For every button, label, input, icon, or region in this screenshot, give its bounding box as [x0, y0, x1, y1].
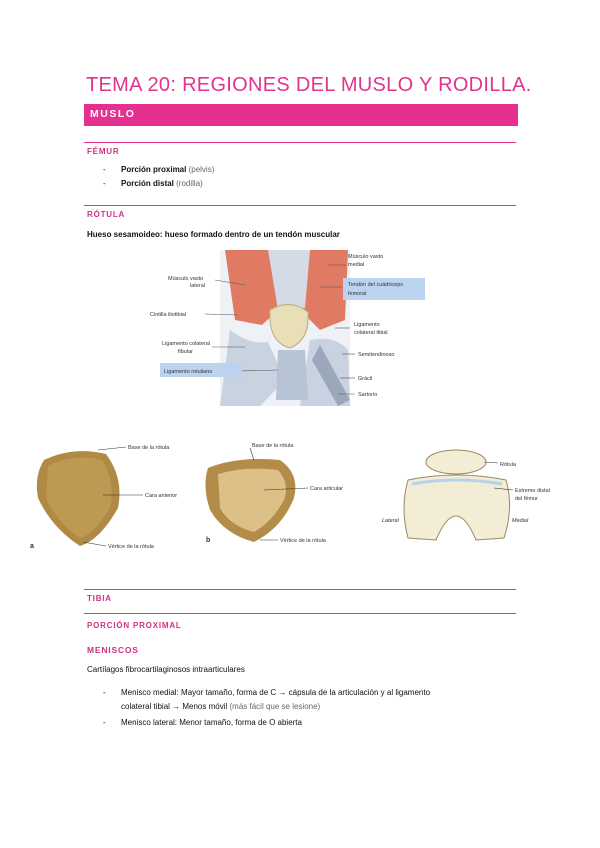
label-lig-col-fib-2: fibular	[178, 349, 193, 355]
item-note: (pelvis)	[188, 165, 215, 174]
label-tendon-1: Tendón del cuádriceps	[348, 282, 404, 288]
item-bold: Porción proximal	[121, 165, 187, 174]
heading-meniscos: MENISCOS	[87, 645, 139, 655]
label-c-lateral: Lateral	[382, 518, 399, 524]
label-gracil: Grácil	[358, 376, 373, 382]
label-c-rotula: Rótula	[500, 462, 516, 468]
menisco-medial-line1: Menisco medial: Mayor tamaño, forma de C → cápsula de la articulación y al ligamento	[121, 688, 431, 697]
divider	[84, 205, 516, 206]
menisco-lateral-line1: Menisco lateral: Menor tamaño, forma de O abierta	[121, 718, 302, 727]
label-vasto-medial-2: medial	[348, 262, 365, 268]
label-tendon-2: femoral	[348, 291, 367, 297]
label-c-extremo-2: del fémur	[515, 496, 538, 502]
label-b-letter: b	[206, 537, 211, 544]
patella-bones-figure	[28, 438, 568, 558]
menisco-medial-note: (más fácil que se lesione)	[229, 702, 321, 711]
heading-femur: FÉMUR	[87, 147, 120, 156]
heading-porcion-proximal: PORCIÓN PROXIMAL	[87, 621, 182, 630]
section-band-muslo	[84, 104, 518, 126]
divider	[84, 613, 516, 614]
label-lig-col-tib-2: colateral tibial	[354, 330, 388, 336]
meniscos-intro: Cartílagos fibrocartilaginosos intraarticulares	[87, 665, 245, 674]
heading-tibia: TIBIA	[87, 594, 112, 603]
label-b-cara: Cara articular	[310, 486, 344, 492]
label-c-medial: Medial	[512, 518, 529, 524]
item-bold: Porción distal	[121, 179, 174, 188]
rotula-intro: Hueso sesamoideo: hueso formado dentro de un tendón muscular	[87, 230, 340, 239]
label-lig-rotuliano: Ligamento rotuliano	[164, 369, 213, 375]
label-a-base: Base de la rótula	[128, 445, 170, 451]
label-c-extremo-1: Extremo distal	[515, 488, 550, 494]
section-title: MUSLO	[90, 108, 136, 120]
label-vasto-medial-1: Músculo vasto	[348, 254, 384, 260]
menisco-medial-line2: colateral tibial → Menos móvil	[121, 702, 228, 711]
label-lig-col-fib-1: Ligamento colateral	[162, 341, 211, 347]
label-semitendinoso: Semitendinoso	[358, 352, 395, 358]
label-cintilla: Cintilla iliotibial	[150, 312, 187, 318]
divider	[84, 589, 516, 590]
label-sartorio: Sartorio	[358, 392, 378, 398]
label-a-vertice: Vértice de la rótula	[108, 544, 154, 550]
label-b-vertice: Vértice de la rótula	[280, 538, 326, 544]
heading-rotula: RÓTULA	[87, 210, 126, 219]
label-a-letter: a	[30, 543, 34, 550]
item-note: (rodilla)	[176, 179, 203, 188]
label-vasto-lateral-2: lateral	[190, 283, 205, 289]
label-a-cara: Cara anterior	[145, 493, 178, 499]
knee-anatomy-figure	[150, 250, 460, 410]
label-vasto-lateral-1: Músculo vasto	[168, 276, 204, 282]
label-b-base: Base de la rótula	[252, 443, 294, 449]
label-lig-col-tib-1: Ligamento	[354, 322, 380, 328]
divider	[84, 142, 516, 143]
page-title: TEMA 20: REGIONES DEL MUSLO Y RODILLA.	[86, 74, 532, 96]
